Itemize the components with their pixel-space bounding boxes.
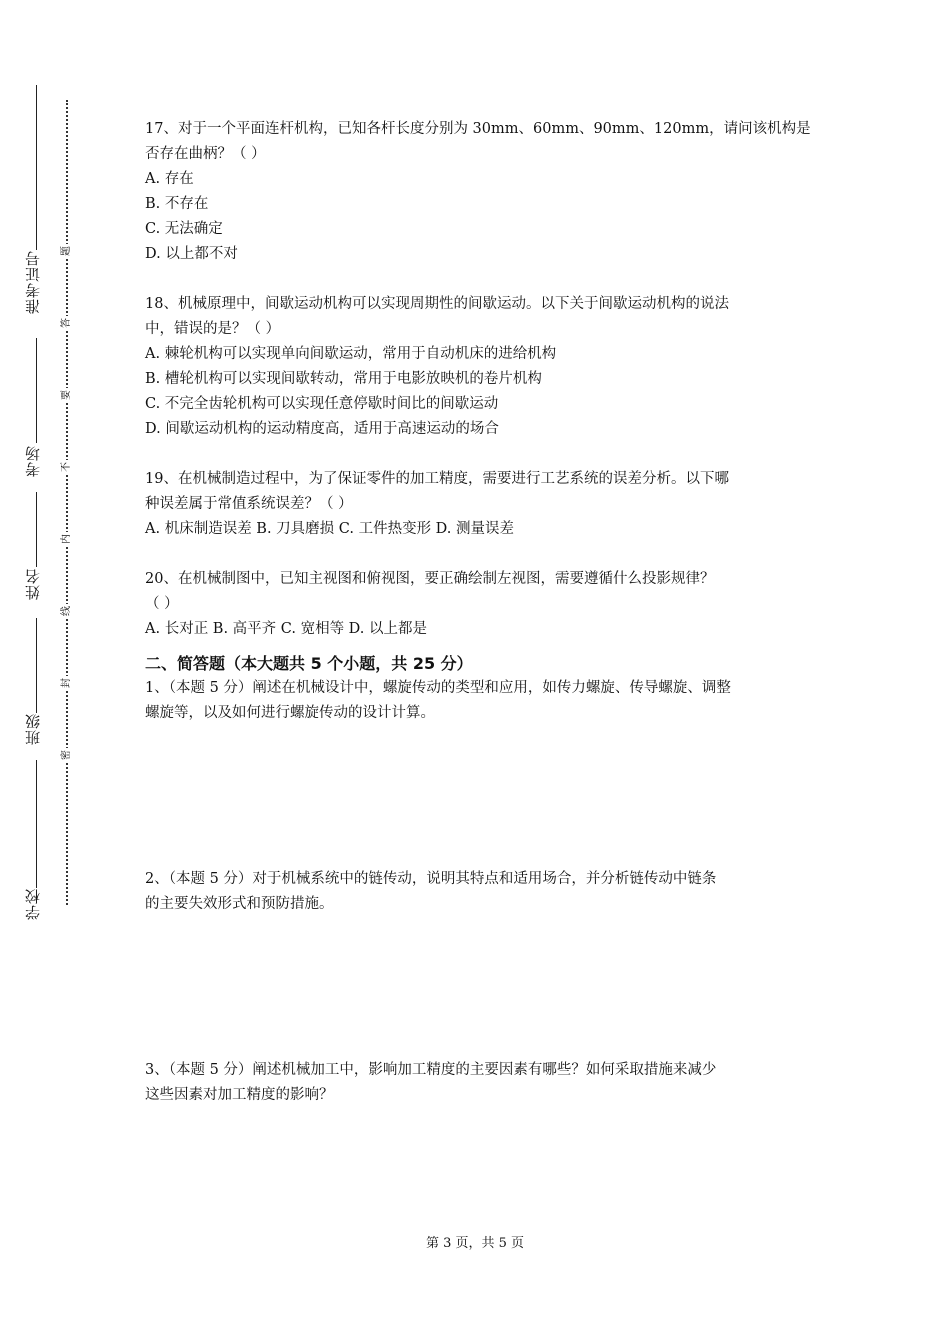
- binding-line-solid: [36, 85, 37, 250]
- answer-space: [145, 726, 810, 867]
- question-20: [145, 567, 810, 642]
- binding-line-solid: [36, 618, 37, 713]
- short-answer-2: [145, 867, 810, 917]
- question-stem: 否存在曲柄？（ ）: [145, 146, 266, 162]
- margin-label-ticket-number: 准考证号: [24, 250, 42, 314]
- question-stem: 20、在机械制图中，已知主视图和俯视图，要正确绘制左视图，需要遵循什么投影规律？: [145, 571, 715, 587]
- seal-char: 线: [61, 606, 72, 616]
- question-stem: 螺旋等，以及如何进行螺旋传动的设计计算。: [145, 705, 435, 721]
- question-stem: 2、（本题 5 分）对于机械系统中的链传动，说明其特点和适用场合，并分析链传动中链条: [145, 871, 717, 887]
- exam-content: [145, 117, 810, 1108]
- question-stem: （ ）: [145, 596, 179, 612]
- question-stem: 17、对于一个平面连杆机构，已知各杆长度分别为 30mm、60mm、90mm、120mm，请问该机构是: [145, 121, 811, 137]
- seal-char: 题: [61, 246, 72, 256]
- seal-char: 密: [61, 750, 72, 760]
- question-18: [145, 292, 810, 442]
- question-stem: 18、机械原理中，间歇运动机构可以实现周期性的间歇运动。以下关于间歇运动机构的说法: [145, 296, 729, 312]
- question-19: [145, 467, 810, 542]
- answer-space: [145, 917, 810, 1058]
- options-inline: A. 长对正 B. 高平齐 C. 宽相等 D. 以上都是: [145, 621, 428, 637]
- binding-line-solid: [36, 338, 37, 443]
- page-footer: 第 3 页，共 5 页: [425, 1236, 525, 1251]
- section-title-short-answer: 二、简答题（本大题共 5 个小题，共 25 分）: [145, 654, 473, 673]
- question-17: [145, 117, 810, 267]
- seal-char: 封: [61, 678, 72, 688]
- binding-line-solid: [36, 760, 37, 888]
- seal-char: 要: [61, 390, 72, 400]
- seal-char: 不: [61, 462, 72, 472]
- option-a: A. 棘轮机构可以实现单向间歇运动，常用于自动机床的进给机构: [145, 346, 557, 362]
- binding-line-solid: [36, 492, 37, 567]
- margin-label-exam-room: 考场: [24, 445, 42, 477]
- question-stem: 中，错误的是？（ ）: [145, 321, 281, 337]
- options-inline: A. 机床制造误差 B. 刀具磨损 C. 工件热变形 D. 测量误差: [145, 521, 515, 537]
- option-d: D. 以上都不对: [145, 246, 238, 262]
- question-stem: 3、（本题 5 分）阐述机械加工中，影响加工精度的主要因素有哪些？如何采取措施来减少: [145, 1062, 717, 1078]
- margin-label-class: 班级: [24, 713, 42, 745]
- option-a: A. 存在: [145, 171, 194, 187]
- question-stem: 这些因素对加工精度的影响？: [145, 1087, 334, 1103]
- margin-label-school: 学校: [24, 888, 42, 920]
- question-stem: 的主要失效形式和预防措施。: [145, 896, 334, 912]
- question-stem: 1、（本题 5 分）阐述在机械设计中，螺旋传动的类型和应用，如传力螺旋、传导螺旋、调整: [145, 680, 731, 696]
- option-b: B. 不存在: [145, 196, 209, 212]
- seal-dotted-line: [66, 100, 68, 905]
- option-c: C. 无法确定: [145, 221, 223, 237]
- option-c: C. 不完全齿轮机构可以实现任意停歇时间比的间歇运动: [145, 396, 499, 412]
- question-stem: 19、在机械制造过程中，为了保证零件的加工精度，需要进行工艺系统的误差分析。以下哪: [145, 471, 729, 487]
- margin-label-name: 姓名: [24, 568, 42, 600]
- seal-char: 答: [61, 318, 72, 328]
- seal-char: 内: [61, 534, 72, 544]
- option-d: D. 间歇运动机构的运动精度高，适用于高速运动的场合: [145, 421, 499, 437]
- option-b: B. 槽轮机构可以实现间歇转动，常用于电影放映机的卷片机构: [145, 371, 542, 387]
- short-answer-3: [145, 1058, 810, 1108]
- question-stem: 种误差属于常值系统误差？（ ）: [145, 496, 353, 512]
- short-answer-1: [145, 676, 810, 726]
